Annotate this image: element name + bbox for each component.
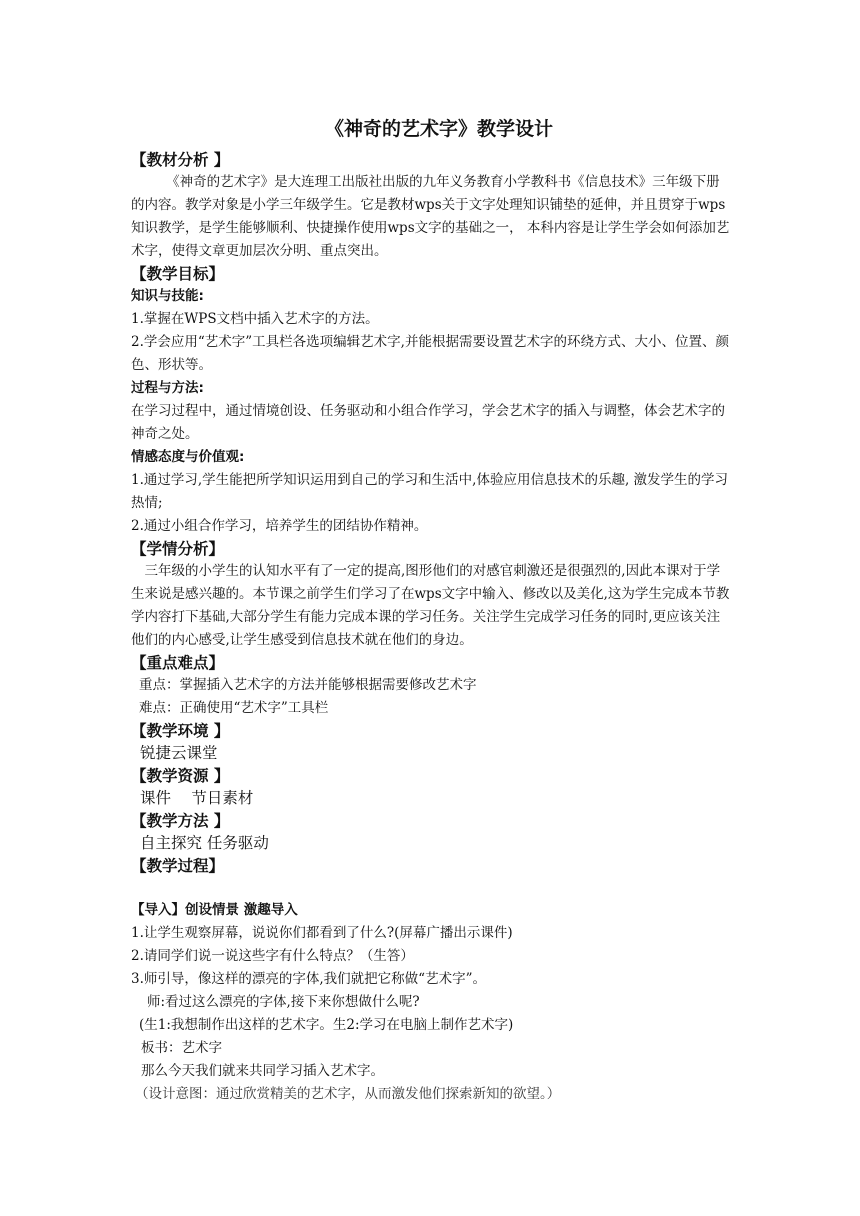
document-title: 《神奇的艺术字》教学设计 [324, 118, 553, 140]
material-paragraph: 《神奇的艺术字》是大连理工出版社出版的九年义务教育小学教科书《信息技术》三年级下册的内容。教学对象是小学三年级学生。它是教材wps关于文字处理知识铺垫的延伸，并且贯穿于wps知识教学，是学生能够顺利、快捷操作使用wps文字的基础之一， 本科内容是让学生学会如何添加艺术字，使得文章更加层次分明、重点突出。 [131, 174, 730, 259]
section-heading-keypoints: 【重点难点】 [131, 654, 225, 672]
knowledge-item: 2.学会应用“艺术字”工具栏各选项编辑艺术字,并能根据需要设置艺术字的环绕方式、大小、位置、颜色、形状等。 [131, 334, 729, 373]
methods-text: 自主探究 任务驱动 [140, 834, 269, 852]
intro-line: (生1:我想制作出这样的艺术字。生2:学习在电脑上制作艺术字) [139, 1017, 514, 1033]
section-heading-environment: 【教学环境 】 [131, 722, 230, 740]
intro-line: 那么今天我们就来共同学习插入艺术字。 [141, 1063, 384, 1079]
intro-line: 1.让学生观察屏幕，说说你们都看到了什么?(屏幕广播出示课件) [131, 925, 513, 941]
section-heading-material: 【教材分析 】 [131, 151, 230, 169]
subheading-intro: 【导入】创设情景 激趣导入 [131, 902, 298, 918]
students-paragraph: 三年级的小学生的认知水平有了一定的提高,图形他们的对感官刺激还是很强烈的,因此本课对于学生来说是感兴趣的。本节课之前学生们学习了在wps文字中输入、修改以及美化,这为学生完成本节教学内容打下基础,大部分学生有能力完成本课的学习任务。关注学生完成学习任务的同时,更应该关注他们的内心感受,让学生感受到信息技术就在他们的身边。 [131, 563, 730, 648]
intro-line: 3.师引导，像这样的漂亮的字体,我们就把它称做“艺术字”。 [131, 971, 486, 987]
subheading-emotion: 情感态度与价值观: [131, 449, 245, 465]
resources-text: 课件 节日素材 [140, 789, 254, 807]
subheading-knowledge: 知识与技能: [131, 288, 204, 304]
section-heading-students: 【学情分析】 [131, 540, 225, 558]
emotion-item: 2.通过小组合作学习，培养学生的团结协作精神。 [131, 518, 428, 534]
section-heading-goals: 【教学目标】 [131, 265, 225, 283]
spacer [131, 877, 731, 899]
intro-line: 2.请同学们说一说这些字有什么特点？（生答） [131, 948, 414, 964]
document-body [131, 116, 731, 1106]
intro-line: 板书：艺术字 [141, 1040, 222, 1056]
environment-text: 锐捷云课堂 [140, 744, 218, 762]
intro-line: 师:看过这么漂亮的字体,接下来你想做什么呢? [147, 994, 420, 1010]
section-heading-resources: 【教学资源 】 [131, 767, 230, 785]
subheading-process: 过程与方法: [131, 380, 204, 396]
section-heading-procedure: 【教学过程】 [131, 857, 225, 875]
section-heading-methods: 【教学方法 】 [131, 812, 230, 830]
keypoint-difficult: 难点：正确使用“艺术字”工具栏 [139, 700, 329, 716]
process-paragraph: 在学习过程中，通过情境创设、任务驱动和小组合作学习，学会艺术字的插入与调整，体会艺术字的神奇之处。 [131, 403, 725, 442]
emotion-item: 1.通过学习,学生能把所学知识运用到自己的学习和生活中,体验应用信息技术的乐趣, 激发学生的学习热情; [131, 472, 729, 511]
keypoint-key: 重点：掌握插入艺术字的方法并能够根据需要修改艺术字 [139, 677, 477, 693]
knowledge-item: 1.掌握在WPS文档中插入艺术字的方法。 [131, 311, 379, 327]
intro-line: （设计意图：通过欣赏精美的艺术字，从而激发他们探索新知的欲望。） [135, 1086, 561, 1102]
